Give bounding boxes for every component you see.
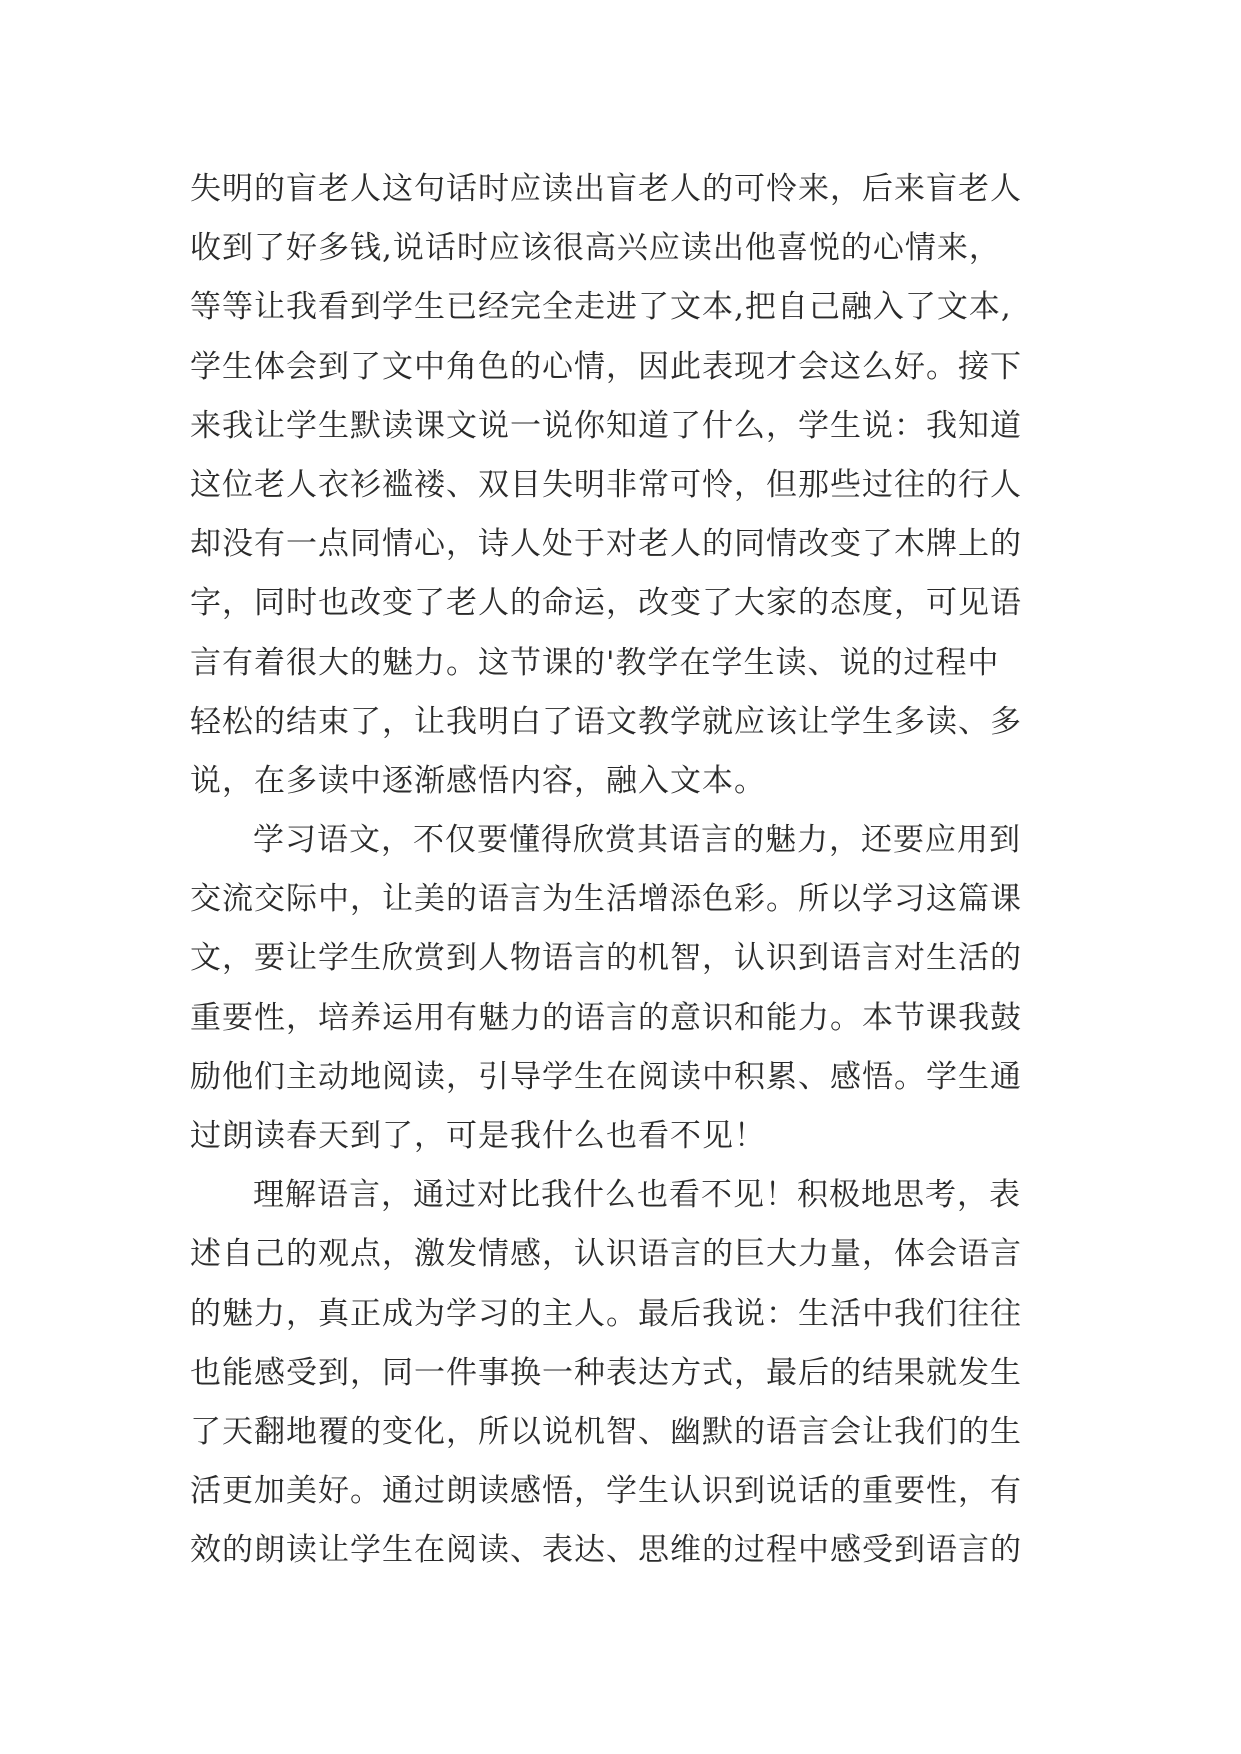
text-line: 这位老人衣衫褴褛、双目失明非常可怜，但那些过往的行人	[190, 466, 1022, 503]
paragraph-start-line: 理解语言，通过对比我什么也看不见！积极地思考，表	[253, 1177, 1021, 1214]
text-line: 学生体会到了文中角色的心情，因此表现才会这么好。接下	[190, 348, 1022, 385]
text-line: 过朗读春天到了，可是我什么也看不见！	[190, 1118, 766, 1154]
text-line: 失明的盲老人这句话时应读出盲老人的可怜来，后来盲老人	[190, 171, 1022, 207]
text-line: 收到了好多钱,说话时应该很高兴应读出他喜悦的心情来，	[190, 230, 1001, 267]
text-line: 却没有一点同情心，诗人处于对老人的同情改变了木牌上的	[190, 526, 1022, 563]
text-line: 文，要让学生欣赏到人物语言的机智，认识到语言对生活的	[190, 940, 1022, 977]
text-line: 字，同时也改变了老人的命运，改变了大家的态度，可见语	[190, 585, 1022, 622]
paragraph-start-line: 学习语文，不仅要懂得欣赏其语言的魅力，还要应用到	[253, 822, 1021, 859]
text-line: 来我让学生默读课文说一说你知道了什么，学生说：我知道	[190, 407, 1022, 444]
text-line: 的魅力，真正成为学习的主人。最后我说：生活中我们往往	[190, 1295, 1022, 1332]
text-line: 交流交际中，让美的语言为生活增添色彩。所以学习这篇课	[190, 881, 1022, 918]
text-line: 也能感受到，同一件事换一种表达方式，最后的结果就发生	[190, 1354, 1022, 1391]
text-line: 述自己的观点，激发情感，认识语言的巨大力量，体会语言	[190, 1236, 1022, 1273]
text-line: 言有着很大的魅力。这节课的'教学在学生读、说的过程中	[190, 644, 1000, 681]
text-line: 效的朗读让学生在阅读、表达、思维的过程中感受到语言的	[190, 1532, 1022, 1569]
text-line: 重要性，培养运用有魅力的语言的意识和能力。本节课我鼓	[190, 999, 1022, 1036]
text-line: 了天翻地覆的变化，所以说机智、幽默的语言会让我们的生	[190, 1413, 1022, 1450]
body-text	[190, 160, 1090, 1581]
text-line: 励他们主动地阅读，引导学生在阅读中积累、感悟。学生通	[190, 1058, 1022, 1095]
text-line: 轻松的结束了，让我明白了语文教学就应该让学生多读、多	[190, 703, 1022, 740]
text-line: 说，在多读中逐渐感悟内容，融入文本。	[190, 762, 766, 799]
text-line: 活更加美好。通过朗读感悟，学生认识到说话的重要性，有	[190, 1473, 1022, 1510]
text-line: 等等让我看到学生已经完全走进了文本,把自己融入了文本,	[190, 289, 1012, 326]
